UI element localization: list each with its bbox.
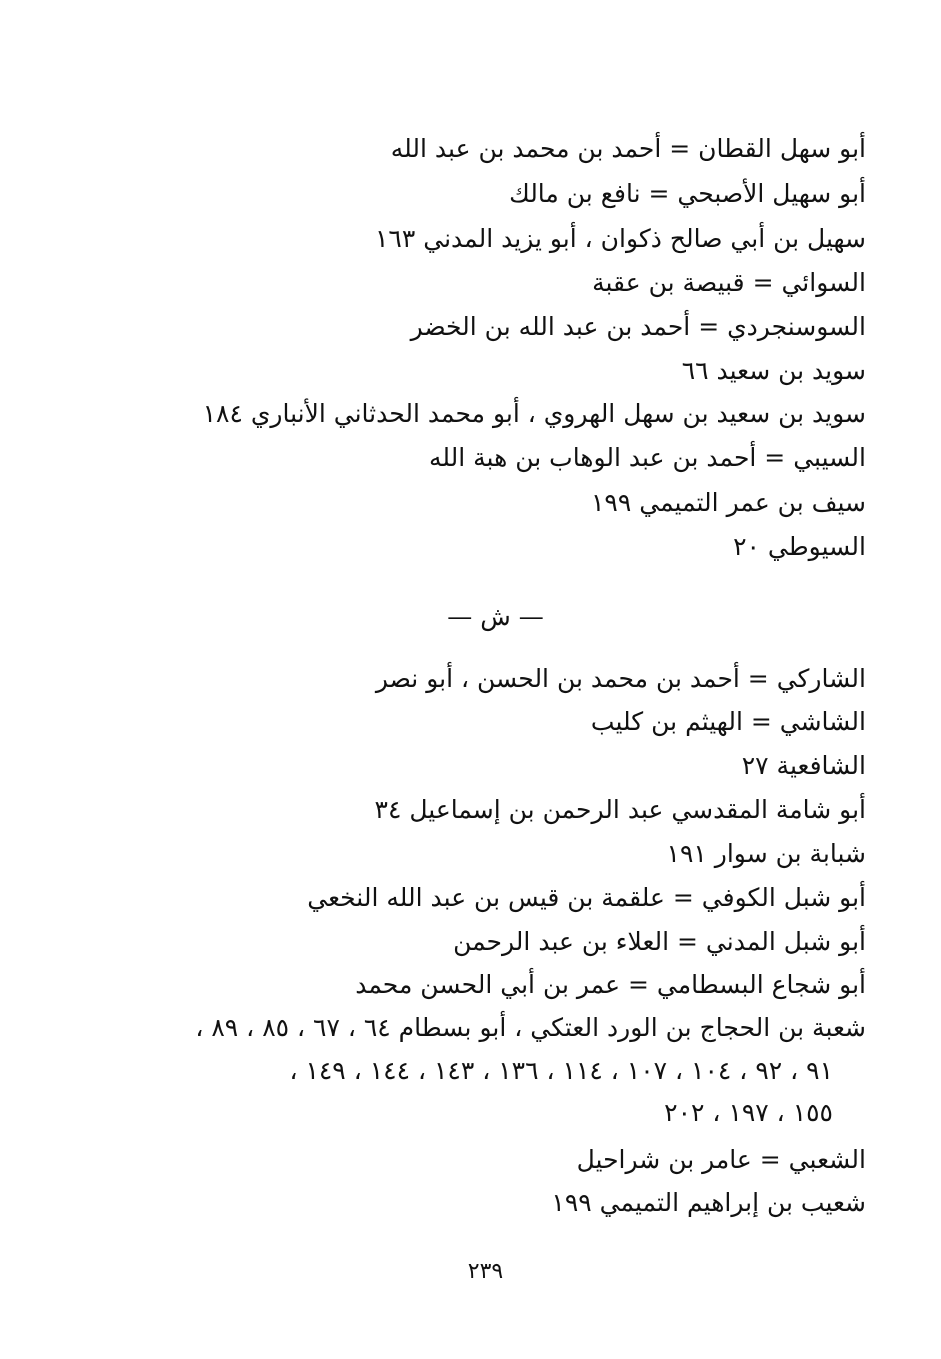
index-entry-continuation: ٩١ ، ٩٢ ، ١٠٤ ، ١٠٧ ، ١١٤ ، ١٣٦ ، ١٤٣ ، ١٤٤ ، ١٤٩ ، [289, 1056, 833, 1085]
index-entry: سويد بن سعيد بن سهل الهروي ، أبو محمد الحدثاني الأنباري ١٨٤ [202, 399, 866, 428]
index-entry: السوسنجردي = أحمد بن عبد الله بن الخضر [410, 312, 866, 341]
index-entry: الشافعية ٢٧ [741, 751, 866, 780]
index-entry: السيوطي ٢٠ [733, 532, 866, 561]
index-entry: الشعبي = عامر بن شراحيل [576, 1145, 866, 1174]
index-entry: السوائي = قبيصة بن عقبة [592, 268, 866, 297]
index-entry: أبو شامة المقدسي عبد الرحمن بن إسماعيل ٣٤ [374, 795, 866, 824]
index-entry-continuation: ١٥٥ ، ١٩٧ ، ٢٠٢ [664, 1098, 833, 1127]
index-entry: سهيل بن أبي صالح ذكوان ، أبو يزيد المدني ١٦٣ [374, 224, 866, 253]
index-entry: الشاركي = أحمد بن محمد بن الحسن ، أبو نصر [375, 664, 866, 693]
index-entry: أبو شجاع البسطامي = عمر بن أبي الحسن محمد [355, 970, 866, 999]
index-entry: سويد بن سعيد ٦٦ [681, 356, 866, 385]
index-entry: أبو سهيل الأصبحي = نافع بن مالك [509, 179, 866, 208]
index-entry: أبو شبل المدني = العلاء بن عبد الرحمن [453, 927, 866, 956]
index-entry: شعبة بن الحجاج بن الورد العتكي ، أبو بسطام ٦٤ ، ٦٧ ، ٨٥ ، ٨٩ ، [195, 1013, 866, 1042]
index-entry: السيبي = أحمد بن عبد الوهاب بن هبة الله [428, 443, 866, 472]
index-entry: الشاشي = الهيثم بن كليب [590, 707, 866, 736]
index-entry: شعيب بن إبراهيم التميمي ١٩٩ [551, 1188, 866, 1217]
index-entry: أبو سهل القطان = أحمد بن محمد بن عبد الله [390, 134, 866, 163]
index-entry: سيف بن عمر التميمي ١٩٩ [590, 488, 866, 517]
page-number: ٢٣٩ [467, 1259, 504, 1284]
index-entry: شبابة بن سوار ١٩١ [666, 839, 866, 868]
index-entry: أبو شبل الكوفي = علقمة بن قيس بن عبد الله النخعي [307, 883, 866, 912]
section-heading: — ش — [447, 602, 544, 631]
